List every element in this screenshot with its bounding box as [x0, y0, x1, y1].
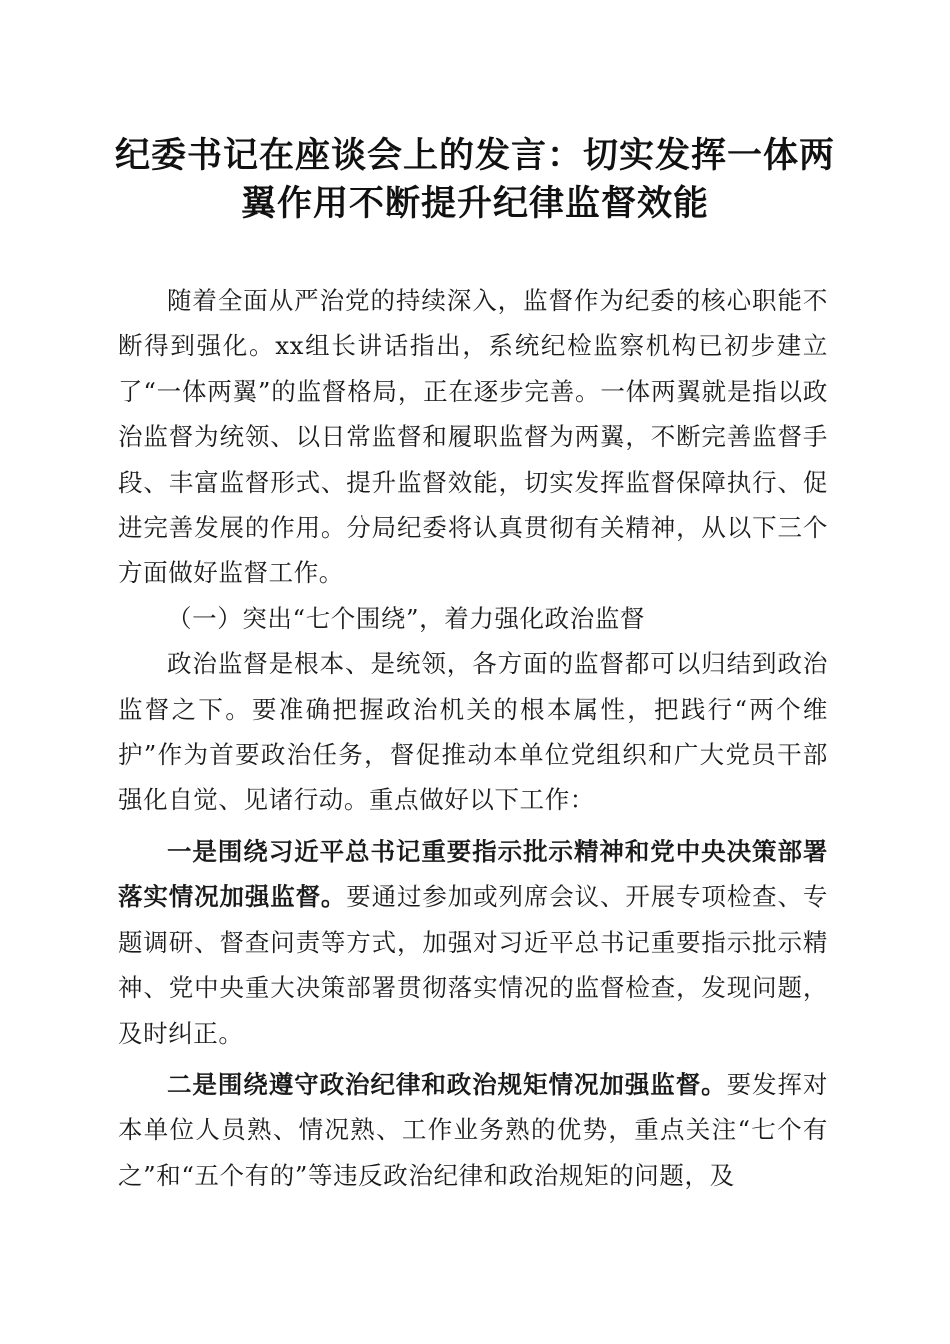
paragraph-point-one: [118, 829, 828, 1056]
paragraph-point-two: [118, 1062, 828, 1198]
point-one-body: 要通过参加或列席会议、开展专项检查、专题调研、督查问责等方式，加强对习近平总书记重要指示批示精神、党中央重大决策部署贯彻落实情况的监督检查，发现问题，及时纠正。: [118, 882, 828, 1048]
paragraph-intro: 随着全面从严治党的持续深入，监督作为纪委的核心职能不断得到强化。xx组长讲话指出，系统纪检监察机构已初步建立了“一体两翼”的监督格局，正在逐步完善。一体两翼就是指以政治监督为统领、以日常监督和履职监督为两翼，不断完善监督手段、丰富监督形式、提升监督效能，切实发挥监督保障执行、促进完善发展的作用。分局纪委将认真贯彻有关精神，从以下三个方面做好监督工作。: [118, 286, 828, 588]
point-two-lead: 二是围绕遵守政治纪律和政治规矩情况加强监督。: [167, 1069, 727, 1099]
section-heading-1: （一）突出“七个围绕”，着力强化政治监督: [167, 603, 646, 633]
paragraph-political-supervision: 政治监督是根本、是统领，各方面的监督都可以归结到政治监督之下。要准确把握政治机关的根本属性，把践行“两个维护”作为首要政治任务，督促推动本单位党组织和广大党员干部强化自觉、见诸行动。重点做好以下工作：: [118, 649, 828, 815]
point-two-body: 要发挥对本单位人员熟、情况熟、工作业务熟的优势，重点关注“七个有之”和“五个有的”等违反政治纪律和政治规矩的问题，及: [118, 1069, 829, 1190]
document-body: [118, 278, 828, 1198]
point-one-lead: 一是围绕习近平总书记重要指示批示精神和党中央决策部署落实情况加强监督。: [118, 836, 828, 912]
document-title: 纪委书记在座谈会上的发言：切实发挥一体两翼作用不断提升纪律监督效能: [114, 135, 835, 224]
